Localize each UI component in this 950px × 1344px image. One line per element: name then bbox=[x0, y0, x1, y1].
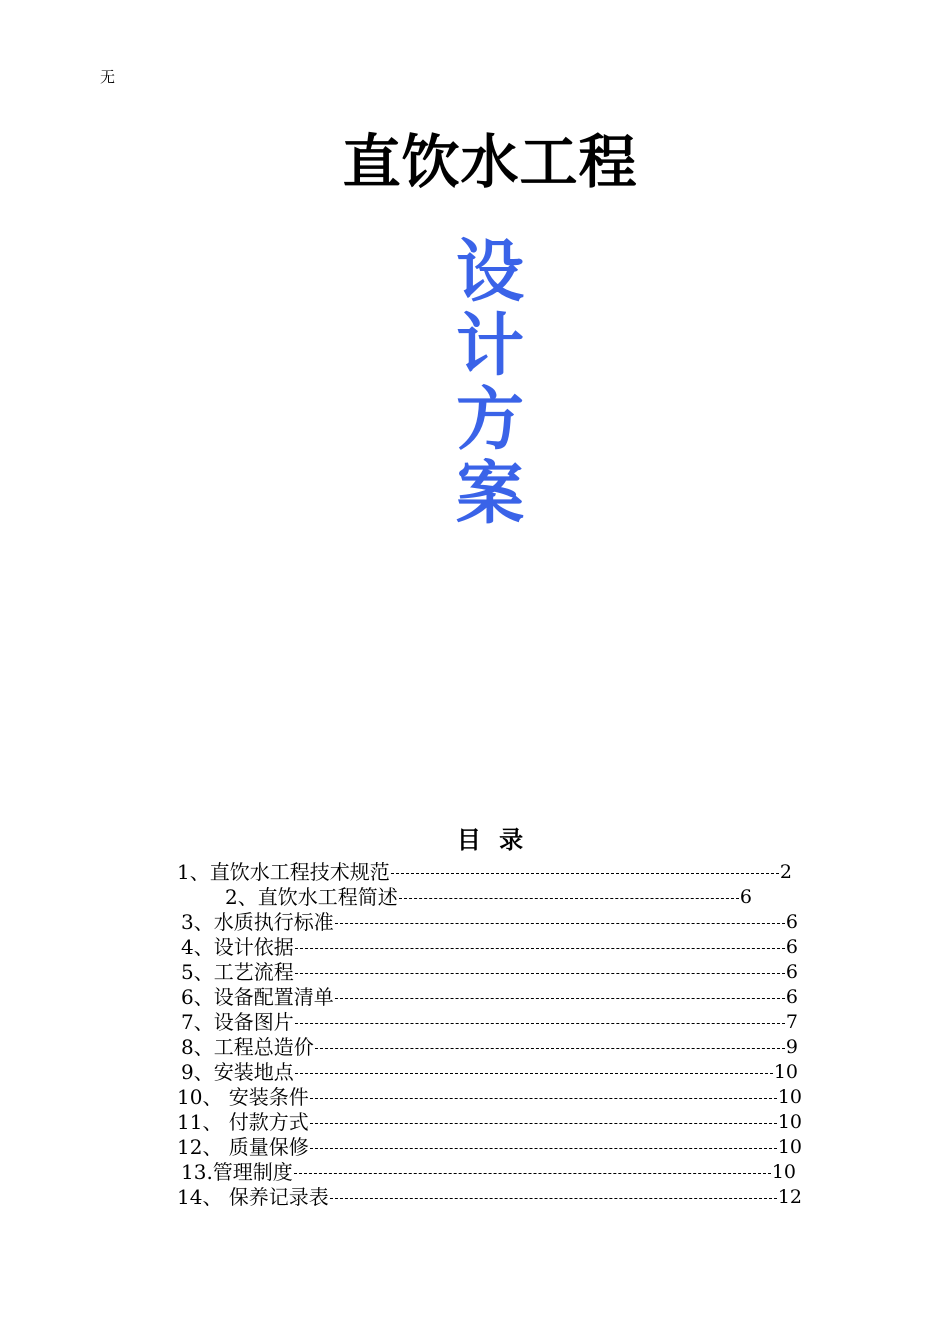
toc-entry-label: 5、工艺流程 bbox=[181, 960, 294, 984]
toc-entry-page: 6 bbox=[739, 886, 752, 908]
toc-entry-page: 6 bbox=[785, 911, 798, 933]
toc-leader bbox=[294, 1173, 771, 1174]
toc-leader bbox=[330, 1198, 777, 1199]
toc-entry[interactable] bbox=[177, 1110, 802, 1135]
toc-entry-label: 9、安装地点 bbox=[181, 1060, 294, 1084]
toc-entry-label: 4、设计依据 bbox=[181, 935, 294, 959]
toc-entry-page: 2 bbox=[779, 861, 792, 883]
toc-entry-label: 3、水质执行标准 bbox=[181, 910, 334, 934]
toc-leader bbox=[399, 898, 739, 899]
toc-entry-page: 10 bbox=[771, 1161, 796, 1183]
toc-leader bbox=[335, 998, 785, 999]
toc-leader bbox=[315, 1048, 785, 1049]
toc-leader bbox=[391, 873, 779, 874]
toc-entry-label: 6、设备配置清单 bbox=[181, 985, 334, 1009]
toc-entry-label: 12、 质量保修 bbox=[177, 1135, 309, 1159]
toc-entry[interactable] bbox=[177, 860, 792, 885]
subtitle-char: 设 bbox=[455, 233, 524, 312]
toc-entry[interactable] bbox=[181, 1035, 798, 1060]
toc-leader bbox=[295, 973, 785, 974]
toc-entry[interactable] bbox=[181, 1160, 796, 1185]
toc-entry-page: 12 bbox=[777, 1186, 802, 1208]
toc-leader bbox=[310, 1148, 777, 1149]
toc-entry[interactable] bbox=[181, 985, 798, 1010]
header-mark: 无 bbox=[100, 68, 116, 86]
toc-entry-label: 11、 付款方式 bbox=[177, 1110, 309, 1134]
toc-entry-page: 10 bbox=[777, 1111, 802, 1133]
toc-leader bbox=[310, 1123, 777, 1124]
toc-entry[interactable] bbox=[181, 935, 798, 960]
toc-entry-page: 7 bbox=[785, 1011, 798, 1033]
toc-entry-label: 14、 保养记录表 bbox=[177, 1185, 329, 1209]
toc-entry[interactable] bbox=[177, 1135, 802, 1160]
toc-leader bbox=[295, 1073, 773, 1074]
toc-entry-label: 8、工程总造价 bbox=[181, 1035, 314, 1059]
toc-entry-page: 10 bbox=[777, 1086, 802, 1108]
toc-leader bbox=[310, 1098, 777, 1099]
document-title: 直饮水工程 bbox=[342, 128, 638, 196]
toc-entry-page: 10 bbox=[773, 1061, 798, 1083]
toc-entry-page: 6 bbox=[785, 986, 798, 1008]
toc-heading: 目 录 bbox=[456, 826, 524, 854]
toc-entry-page: 6 bbox=[785, 961, 798, 983]
toc-entry-label: 1、直饮水工程技术规范 bbox=[177, 860, 390, 884]
subtitle-char: 案 bbox=[455, 455, 524, 534]
toc-entry-page: 10 bbox=[777, 1136, 802, 1158]
toc-entry[interactable] bbox=[181, 1060, 798, 1085]
toc-entry[interactable] bbox=[177, 1185, 802, 1210]
toc-entry[interactable] bbox=[181, 910, 798, 935]
subtitle-char: 方 bbox=[455, 381, 524, 460]
toc-entry-label: 10、 安装条件 bbox=[177, 1085, 309, 1109]
toc-leader bbox=[295, 948, 785, 949]
toc-entry-label: 7、设备图片 bbox=[181, 1010, 294, 1034]
toc-entry[interactable] bbox=[177, 1085, 802, 1110]
toc-entry[interactable] bbox=[225, 885, 752, 910]
toc-entry-page: 6 bbox=[785, 936, 798, 958]
toc-entry[interactable] bbox=[181, 1010, 798, 1035]
toc-entry[interactable] bbox=[181, 960, 798, 985]
toc-leader bbox=[295, 1023, 785, 1024]
toc-entry-label: 13.管理制度 bbox=[181, 1160, 293, 1184]
toc-leader bbox=[335, 923, 785, 924]
subtitle-char: 计 bbox=[455, 307, 524, 386]
document-subtitle bbox=[0, 233, 950, 534]
toc-entry-label: 2、直饮水工程简述 bbox=[225, 885, 398, 909]
toc-entry-page: 9 bbox=[785, 1036, 798, 1058]
